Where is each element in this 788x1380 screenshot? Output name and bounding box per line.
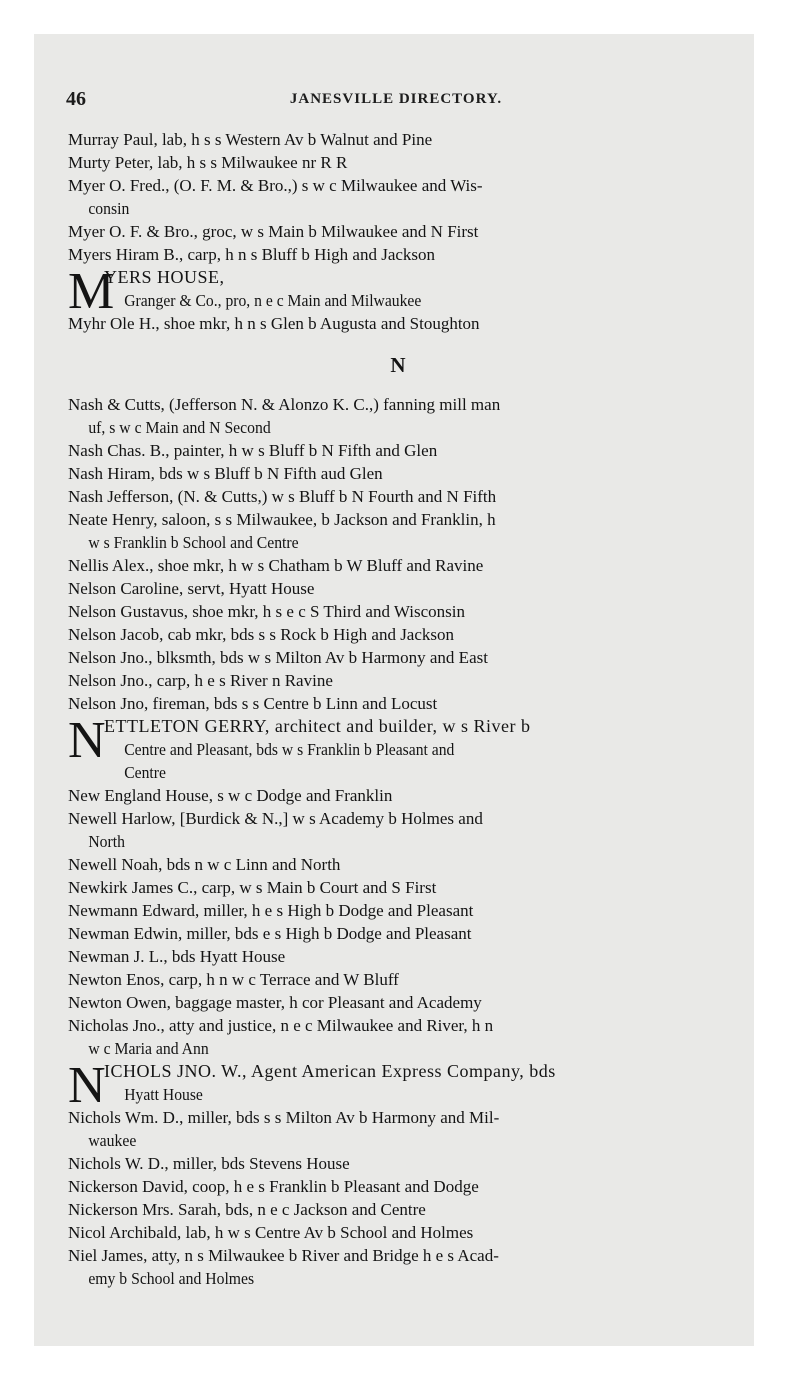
featured-entry-line: ICHOLS JNO. W., Agent American Express Company, bds [104, 1061, 556, 1081]
entry-continuation: uf, s w c Main and N Second [88, 418, 271, 437]
directory-entry: Nickerson Mrs. Sarah, bds, n e c Jackson and Centre [68, 1200, 426, 1219]
directory-entry: Myhr Ole H., shoe mkr, h n s Glen b Augusta and Stoughton [68, 314, 480, 333]
featured-entry-continuation: Centre [124, 763, 166, 782]
directory-entry: Nash Chas. B., painter, h w s Bluff b N Fifth and Glen [68, 441, 438, 460]
drop-cap-letter: M [68, 263, 115, 320]
directory-entry: Newman J. L., bds Hyatt House [68, 947, 286, 966]
directory-entry: Nicholas Jno., atty and justice, n e c Milwaukee and River, h n [68, 1016, 494, 1035]
directory-entry: Murty Peter, lab, h s s Milwaukee nr R R [68, 153, 348, 172]
featured-entry-continuation: Granger & Co., pro, n e c Main and Milwaukee [124, 291, 422, 310]
entry-continuation: w s Franklin b School and Centre [88, 533, 299, 552]
directory-entry: Newkirk James C., carp, w s Main b Court and S First [68, 878, 437, 897]
directory-entry: Nash & Cutts, (Jefferson N. & Alonzo K. C.,) fanning mill man [68, 395, 501, 414]
directory-entry: Nelson Jno., blksmth, bds w s Milton Av b Harmony and East [68, 648, 488, 667]
directory-entry: Myer O. F. & Bro., groc, w s Main b Milwaukee and N First [68, 222, 479, 241]
section-letter-heading: N [390, 353, 406, 377]
featured-directory-entry [68, 263, 728, 320]
directory-entry: Murray Paul, lab, h s s Western Av b Walnut and Pine [68, 130, 433, 149]
directory-entry: Nelson Caroline, servt, Hyatt House [68, 579, 315, 598]
directory-entry: Newton Enos, carp, h n w c Terrace and W Bluff [68, 970, 399, 989]
directory-entry: Newman Edwin, miller, bds e s High b Dodge and Pleasant [68, 924, 472, 943]
directory-entry: Nellis Alex., shoe mkr, h w s Chatham b W Bluff and Ravine [68, 556, 484, 575]
directory-entry: Nash Hiram, bds w s Bluff b N Fifth aud Glen [68, 464, 383, 483]
directory-entry: Newmann Edward, miller, h e s High b Dodge and Pleasant [68, 901, 474, 920]
featured-entry-line: ETTLETON GERRY, architect and builder, w s River b [104, 716, 531, 736]
directory-entry: Nichols Wm. D., miller, bds s s Milton Av b Harmony and Mil- [68, 1108, 500, 1127]
drop-cap-letter: N [68, 712, 106, 769]
directory-entry: Nickerson David, coop, h e s Franklin b Pleasant and Dodge [68, 1177, 479, 1196]
directory-entry: Newell Noah, bds n w c Linn and North [68, 855, 341, 874]
directory-entry: Newell Harlow, [Burdick & N.,] w s Academy b Holmes and [68, 809, 483, 828]
entry-continuation: w c Maria and Ann [88, 1039, 209, 1058]
directory-entry: Myers Hiram B., carp, h n s Bluff b High and Jackson [68, 245, 436, 264]
entry-continuation: emy b School and Holmes [88, 1269, 255, 1288]
featured-entry-line: YERS HOUSE, [104, 267, 225, 287]
page-number: 46 [66, 88, 86, 110]
featured-directory-entry [68, 712, 728, 784]
directory-entry: Neate Henry, saloon, s s Milwaukee, b Jackson and Franklin, h [68, 510, 496, 529]
directory-entry: Niel James, atty, n s Milwaukee b River and Bridge h e s Acad- [68, 1246, 499, 1265]
directory-entry: Nash Jefferson, (N. & Cutts,) w s Bluff b N Fourth and N Fifth [68, 487, 497, 506]
drop-cap-letter: N [68, 1057, 106, 1114]
directory-entry: Myer O. Fred., (O. F. M. & Bro.,) s w c Milwaukee and Wis- [68, 176, 483, 195]
directory-entry: New England House, s w c Dodge and Franklin [68, 786, 393, 805]
running-head-title: JANESVILLE DIRECTORY. [289, 91, 503, 107]
directory-entry: Nelson Jacob, cab mkr, bds s s Rock b High and Jackson [68, 625, 455, 644]
directory-entries [68, 128, 728, 1290]
featured-entry-continuation: Hyatt House [124, 1085, 203, 1104]
page-header [66, 88, 726, 112]
directory-entry: Nicol Archibald, lab, h w s Centre Av b School and Holmes [68, 1223, 474, 1242]
directory-entry: Newton Owen, baggage master, h cor Pleasant and Academy [68, 993, 482, 1012]
entry-continuation: North [88, 832, 125, 851]
featured-directory-entry [68, 1057, 728, 1114]
entry-continuation: waukee [88, 1131, 137, 1150]
directory-entry: Nichols W. D., miller, bds Stevens House [68, 1154, 350, 1173]
directory-entry: Nelson Jno, fireman, bds s s Centre b Linn and Locust [68, 694, 438, 713]
directory-entry: Nelson Gustavus, shoe mkr, h s e c S Third and Wisconsin [68, 602, 466, 621]
entry-continuation: consin [88, 199, 130, 218]
directory-entry: Nelson Jno., carp, h e s River n Ravine [68, 671, 333, 690]
featured-entry-continuation: Centre and Pleasant, bds w s Franklin b Pleasant and [124, 740, 455, 759]
